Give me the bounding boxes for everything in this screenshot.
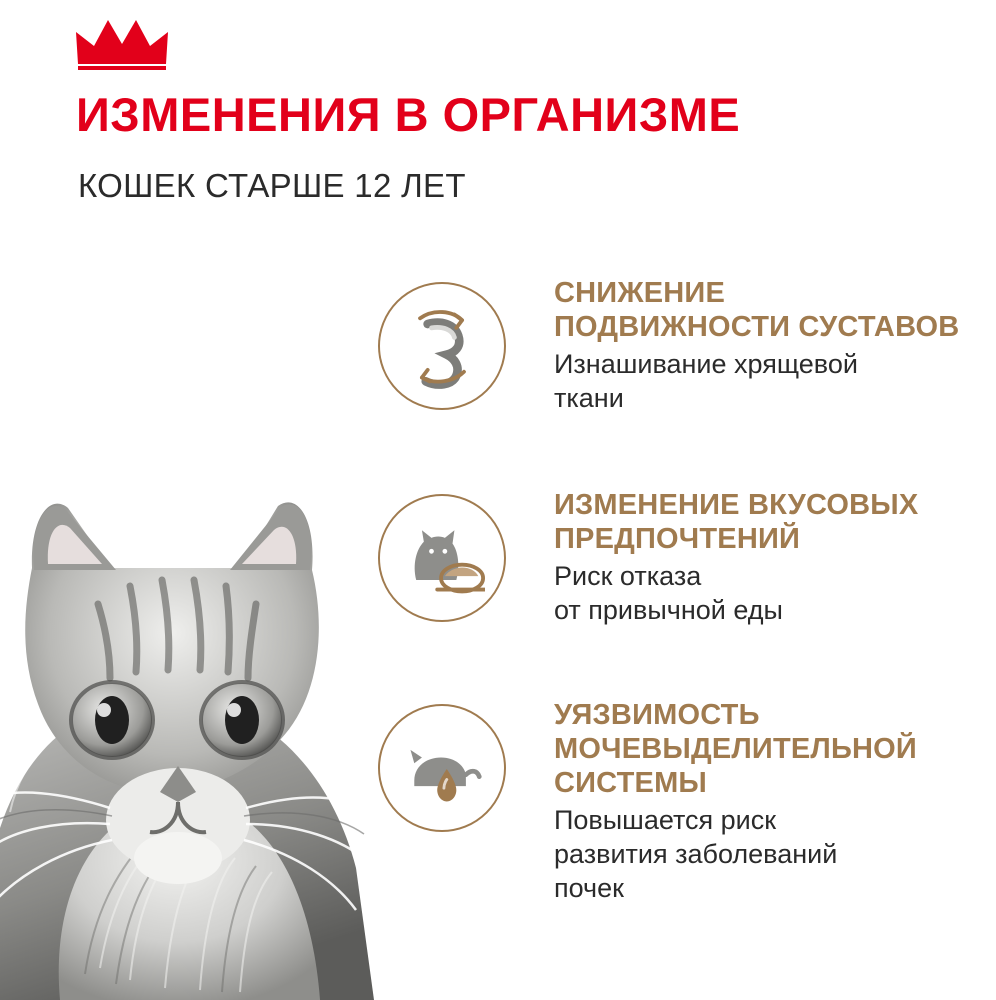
feature-text (554, 488, 996, 627)
joint-cartilage-icon (378, 282, 506, 410)
feature-item-joints (378, 276, 996, 426)
feature-text (554, 276, 996, 415)
feature-description: Повышается риск развития заболеваний почек (554, 805, 838, 903)
feature-title: СНИЖЕНИЕ ПОДВИЖНОСТИ СУСТАВОВ (554, 277, 960, 343)
feature-list (378, 276, 996, 927)
feature-item-taste (378, 488, 996, 638)
feature-title: ИЗМЕНЕНИЕ ВКУСОВЫХ ПРЕДПОЧТЕНИЙ (554, 489, 919, 555)
feature-description: Изнашивание хрящевой ткани (554, 349, 858, 413)
page-subtitle: КОШЕК СТАРШЕ 12 ЛЕТ (78, 167, 466, 204)
cat-urinary-drop-icon (378, 704, 506, 832)
feature-description: Риск отказа от привычной еды (554, 561, 783, 625)
feature-item-urinary (378, 698, 996, 905)
feature-text (554, 698, 996, 905)
page-title: ИЗМЕНЕНИЯ В ОРГАНИЗМЕ (76, 88, 741, 141)
royal-canin-crown-icon (74, 14, 170, 70)
cat-photo (0, 268, 390, 1000)
cat-food-bowl-icon (378, 494, 506, 622)
feature-title: УЯЗВИМОСТЬ МОЧЕВЫДЕЛИТЕЛЬНОЙ СИСТЕМЫ (554, 699, 917, 799)
